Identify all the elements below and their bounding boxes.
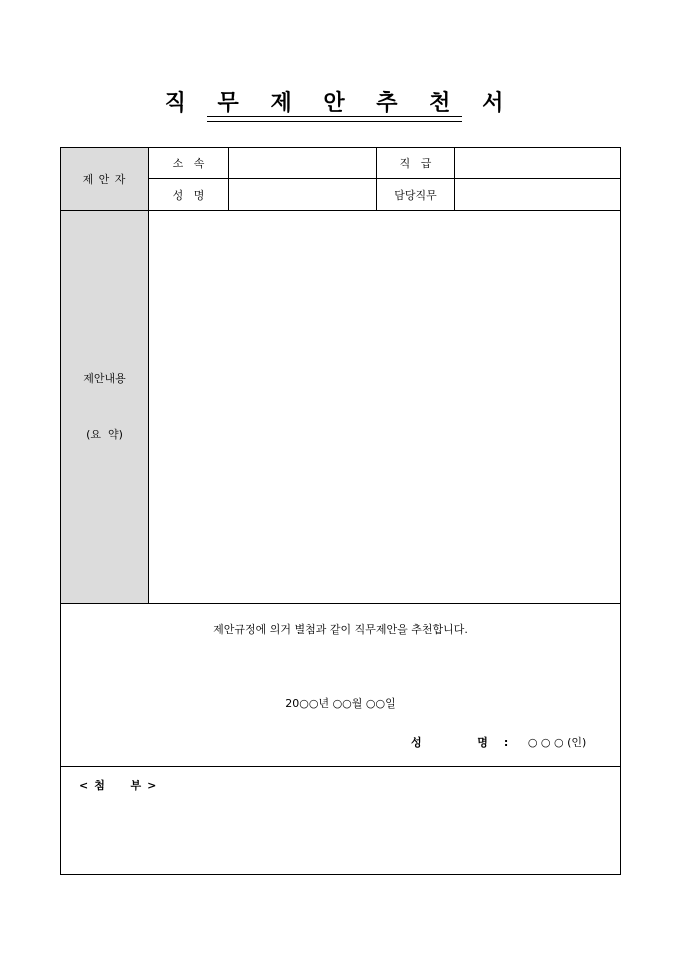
proposal-form-table — [60, 147, 621, 875]
recommendation-statement: 제안규정에 의거 별첨과 같이 직무제안을 추천합니다. — [213, 623, 468, 636]
duty-label: 담당직무 — [377, 179, 455, 211]
attachment-label: <첨 부> — [79, 779, 163, 792]
proposal-content-label — [61, 211, 149, 604]
attachment-row — [61, 767, 621, 875]
proposer-section-label: 제 안 자 — [61, 148, 149, 211]
signature-label: 성 명: — [411, 736, 525, 749]
affiliation-field[interactable] — [229, 148, 377, 179]
affiliation-label: 소 속 — [149, 148, 229, 179]
document-title: 직 무 제 안 추 천 서 — [164, 90, 516, 116]
proposal-content-row — [61, 211, 621, 604]
duty-field[interactable] — [455, 179, 621, 211]
signature-line — [411, 734, 586, 750]
recommendation-row — [61, 604, 621, 767]
proposer-row-1 — [61, 148, 621, 179]
recommendation-cell — [61, 604, 621, 767]
title-double-underline — [207, 116, 462, 122]
recommendation-date: 20○○년 ○○월 ○○일 — [285, 697, 396, 710]
proposal-label-main: 제안내용 — [83, 372, 126, 385]
proposal-content-field[interactable] — [149, 211, 621, 604]
rank-label: 직 급 — [377, 148, 455, 179]
rank-field[interactable] — [455, 148, 621, 179]
signature-value[interactable]: ○ ○ ○ (인) — [527, 736, 587, 749]
attachment-cell[interactable] — [61, 767, 621, 875]
name-label: 성 명 — [149, 179, 229, 211]
proposal-label-summary: (요 약) — [86, 428, 123, 441]
name-field[interactable] — [229, 179, 377, 211]
